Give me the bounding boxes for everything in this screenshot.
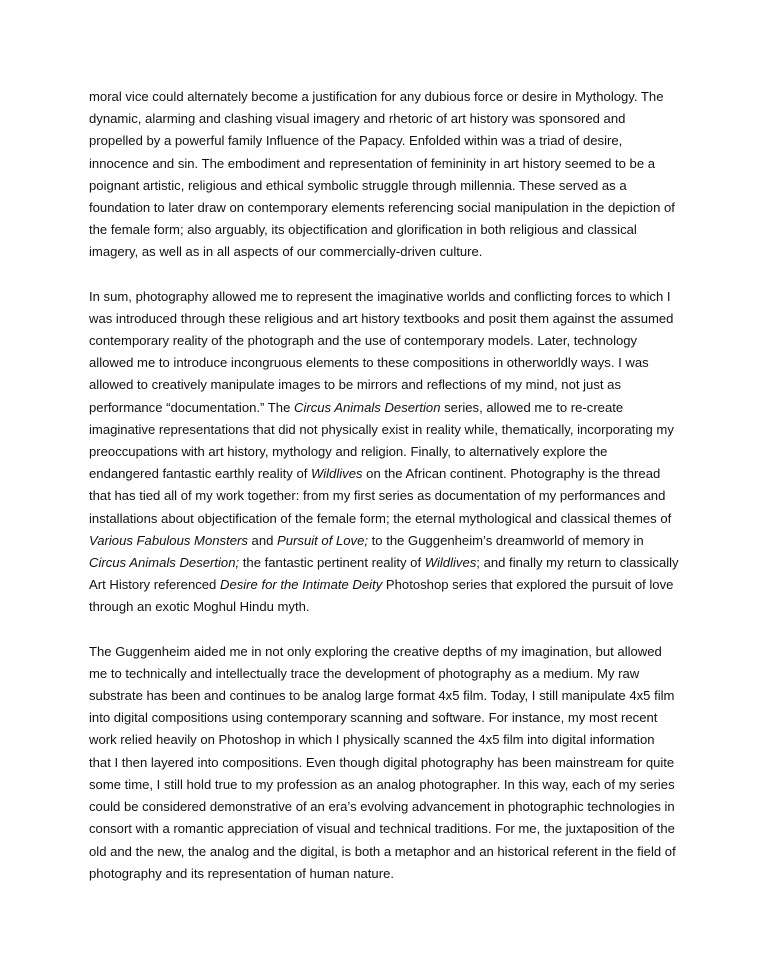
paragraph-2	[89, 286, 679, 619]
series-title-various-fabulous-monsters: Various Fabulous Monsters	[89, 532, 248, 548]
paragraph-2-text: the fantastic pertinent reality of	[239, 555, 425, 571]
series-title-pursuit-of-love: Pursuit of Love;	[277, 532, 369, 548]
paragraph-2-text: and	[247, 532, 278, 548]
paragraph-2-text: In sum, photography allowed me to represent the imaginative worlds and conflicting forces to which I was introduced through these religious and art history textbooks and posit them against the assumed contemporary reality of the photograph and the use of contemporary models. Later, technology allowed me to introduce incongruous elements to these compositions in otherworldly ways. I was allowed to creatively manipulate images to be mirrors and reflections of my mind, not just as performance “documentation.” The	[89, 288, 674, 415]
paragraph-2-text: series, allowed me to re-create imaginative representations that did not physically exist in reality while, thematically, incorporating my preoccupations with art history, mythology and religion. Finally, to alternatively explore the endangered fantastic earthly reality of	[89, 399, 674, 482]
paragraph-3	[89, 641, 679, 885]
paragraph-2-text: on the African continent. Photography is the thread that has tied all of my work together: from my first series as documentation of my performances and installations about objectification of the female form; the eternal mythological and classical themes of	[89, 466, 672, 526]
paragraph-2-text: to the Guggenheim’s dreamworld of memory in	[368, 532, 644, 548]
series-title-circus-animals-desertion: Circus Animals Desertion;	[89, 555, 240, 571]
paragraph-2-text: ; and finally my return to classically Art History referenced	[89, 555, 679, 593]
paragraph-1	[89, 86, 679, 264]
paragraph-2-text: Photoshop series that explored the pursuit of love through an exotic Moghul Hindu myth.	[89, 577, 674, 615]
series-title-circus-animals-desertion: Circus Animals Desertion	[294, 399, 441, 415]
series-title-wildlives: Wildlives	[311, 466, 363, 482]
series-title-wildlives: Wildlives	[424, 555, 477, 571]
document-page	[89, 86, 679, 907]
series-title-desire-for-the-intimate-deity: Desire for the Intimate Deity	[219, 577, 383, 593]
paragraph-3-text: The Guggenheim aided me in not only exploring the creative depths of my imagination, but allowed me to technically and intellectually trace the development of photography as a medium. My raw substrate has been and continues to be analog large format 4x5 film. Today, I still manipulate 4x5 film into digital compositions using contemporary scanning and software. For instance, my most recent work relied heavily on Photoshop in which I physically scanned the 4x5 film into digital information that I then layered into compositions. Even though digital photography has been mainstream for quite some time, I still hold true to my profession as an analog photographer. In this way, each of my series could be considered demonstrative of an era’s evolving advancement in photographic technologies in consort with a romantic appreciation of visual and technical traditions. For me, the juxtaposition of the old and the new, the analog and the digital, is both a metaphor and an historical referent in the field of photography and its representation of human nature.	[89, 643, 676, 881]
paragraph-1-text: moral vice could alternately become a justification for any dubious force or desire in Mythology. The dynamic, alarming and clashing visual imagery and rhetoric of art history was sponsored and propelled by a powerful family Influence of the Papacy. Enfolded within was a triad of desire, innocence and sin. The embodiment and representation of femininity in art history seemed to be a poignant artistic, religious and ethical symbolic struggle through millennia. These served as a foundation to later draw on contemporary elements referencing social manipulation in the depiction of the female form; also arguably, its objectification and glorification in both religious and classical imagery, as well as in all aspects of our commercially-driven culture.	[89, 89, 675, 260]
